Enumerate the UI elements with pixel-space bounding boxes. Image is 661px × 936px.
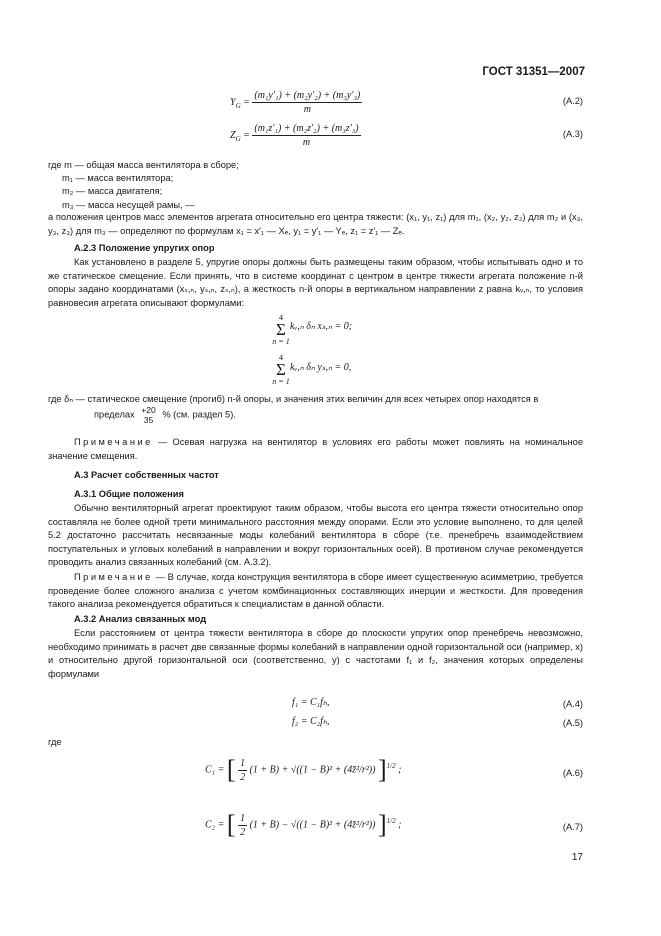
formula-a6-number: (A.6) <box>562 768 583 778</box>
range-bottom: 35 <box>143 415 154 425</box>
formula-a6-half-den: 2 <box>240 771 246 783</box>
formula-a6-lhs: C₁ = <box>205 764 225 776</box>
range-values <box>141 405 155 425</box>
formula-a6-bracket-close-icon: ] <box>377 755 387 784</box>
formula-a3-lhs-sub: G <box>235 134 241 143</box>
note-2 <box>48 571 583 612</box>
sum1-sigma-icon: Σ <box>276 320 286 339</box>
section-a32-paragraph: Если расстоянием от центра тяжести вентилятора в сборе до плоскости упругих опор пренебречь невозможно, необходимо принимать в расчет две связанные формы колебаний в направлении одной горизонтальной оси (например, x) и относительно другой горизонтальной оси (соответственно, y) с частотами f₁ и f₂, значения которых определены формулами <box>48 628 583 679</box>
formula-a7: C₂ = [ $\frac{1}{2}$ (1 + B) − √((1 − B)² + (4z̄²/r²)) ]$^{1/2}$ ; <box>205 810 402 839</box>
formula-a2-denominator: m <box>303 104 311 115</box>
formula-a6-exp: 1/2 <box>386 761 396 770</box>
where-delta: где δₙ — статическое смещение (прогиб) n-й опоры, и значения этих величин для всех четырех опор находятся в <box>48 394 539 404</box>
formula-a3-denominator: m <box>302 137 311 148</box>
formula-a6-bracket-open-icon: [ <box>226 755 236 784</box>
formula-a3: $Z_G$ = $\frac{\text{(m₁z′₁) + (m₂z′₂) + (m₃z′₃)}}{m}$ <box>230 123 359 148</box>
where-m3: m₃ — масса несущей рамы, — <box>62 199 195 210</box>
document-header: ГОСТ 31351—2007 <box>482 66 585 78</box>
note-2-text: — В случае, когда конструкция вентилятора в сборе имеет существенную асимметрию, требуется проведение более сложного анализа с учетом комбинационных составляющих инерции и жесткости. Для проведения такого анализа рекомендуется обратиться к специалистам в данной области. <box>48 572 583 610</box>
range-suffix: % (см. раздел 5). <box>162 409 236 420</box>
sum1-body: kᵥ,ₙ δₙ xₛ,ₙ = 0; <box>290 321 353 332</box>
formula-a2-fraction <box>252 90 362 115</box>
section-a23-paragraph: Как установлено в разделе 5, упругие опоры должны быть размещены таким образом, чтобы испытывать одно и то же статическое смещение. Если принять, что в системе координат с центром в центре тяжести агрегата положение n-й опоры задано координатами (xₛ,ₙ, yₛ,ₙ, zₛ,ₙ), а жесткость n-й опоры в вертикальном направлении z равна kᵥ,ₙ, то условия равновесия агрегата описывают формулами: <box>48 257 583 308</box>
sum1-upper: 4 <box>279 313 283 322</box>
formula-a7-half <box>238 813 247 838</box>
formula-a4: f₁ = C₁fₕ, <box>292 697 330 708</box>
formula-a2-numerator: (m₁y′₁) + (m₂y′₂) + (m₃y′₃) <box>254 90 361 101</box>
where-tail: а положения центров масс элементов агрегата относительно его центра тяжести: (x₁, y₁, z₁) для m₁, (x₂, y₂, z₂) для m₂ и (x₃, y₃, z₃) для m₃ — определяют по формулам x₁ = x′₁ — Xₑ, y₁ = y′₁ — Yₑ, z₁ = z′₁ — Zₑ. <box>48 212 583 236</box>
section-a3-title: А.3 Расчет собственных частот <box>74 470 219 480</box>
formula-a7-number: (A.7) <box>562 822 583 832</box>
sum1-lower: n = 1 <box>272 337 290 346</box>
where-m1: m₁ — масса вентилятора; <box>62 173 174 184</box>
formula-a2: $Y_G$ = $\frac{\text{(m₁y′₁) + (m₂y′₂) + (m₃y′₃)}}{m}$ <box>230 90 361 115</box>
formula-a7-bracket-open-icon: [ <box>226 810 236 839</box>
formula-a5: f₂ = C₂fₕ, <box>292 716 330 727</box>
formula-a6: C₁ = [ $\frac{1}{2}$ (1 + B) + √((1 − B)² + (4z̄²/r²)) ]$^{1/2}$ ; <box>205 755 402 784</box>
sum2-sigma-icon: Σ <box>276 360 286 379</box>
section-a31-title: А.3.1 Общие положения <box>74 489 184 499</box>
formula-a6-half-num: 1 <box>240 757 246 769</box>
formula-a3-numerator: (m₁z′₁) + (m₂z′₂) + (m₃z′₃) <box>254 123 359 134</box>
note-1-text: — Осевая нагрузка на вентилятор в условиях его работы может повлиять на номинальное значение смещения. <box>48 437 583 461</box>
formula-a5-number: (A.5) <box>562 718 583 728</box>
note-2-label: Примечание <box>74 572 153 582</box>
formula-a7-body: (1 + B) − √((1 − B)² + (4z̄²/r²)) <box>249 819 376 831</box>
formula-a3-fraction <box>252 123 360 148</box>
where-list <box>48 159 239 212</box>
section-a31-paragraph: Обычно вентиляторный агрегат проектируют таким образом, чтобы высота его центра тяжести относительно опор составляла не более одной трети минимального расстояния между опорами. Если это условие выполнено, то для целей 5.2 достаточно рассчитать несвязанные моды колебаний вентилятора в сборе (т.е. пренебречь взаимодействием поступательных и угловых колебаний в направлении и вокруг горизонтальных осей). В противном случае рекомендуется проводить анализ связанных колебаний (см. А.3.2). <box>48 503 583 568</box>
formula-a7-lhs: C₂ = <box>205 819 225 831</box>
formula-a2-lhs: Y <box>230 96 236 108</box>
where-m2: m₂ — масса двигателя; <box>62 186 163 197</box>
formula-a3-number: (A.3) <box>562 129 583 139</box>
where-intro: где m — общая масса вентилятора в сборе; <box>48 160 239 170</box>
gde-label: где <box>48 737 62 747</box>
formula-a7-bracket-close-icon: ] <box>377 810 387 839</box>
note-1 <box>48 436 583 463</box>
formula-a4-number: (A.4) <box>562 699 583 709</box>
section-a32-title: А.3.2 Анализ связанных мод <box>74 614 207 624</box>
range-line <box>94 405 236 425</box>
formula-a2-number: (A.2) <box>562 96 583 106</box>
range-top: +20 <box>141 405 156 415</box>
sum2-body: kᵥ,ₙ δₙ yₛ,ₙ = 0, <box>290 362 352 373</box>
range-prefix: пределах <box>94 409 135 420</box>
formula-a7-half-den: 2 <box>240 826 246 838</box>
sum2-upper: 4 <box>279 353 283 362</box>
formula-a7-half-num: 1 <box>240 812 246 824</box>
formula-a6-half <box>238 758 247 783</box>
formula-a6-body: (1 + B) + √((1 − B)² + (4z̄²/r²)) <box>249 764 376 776</box>
sum2-lower: n = 1 <box>272 377 290 386</box>
formula-a2-lhs-sub: G <box>235 101 241 110</box>
formula-a3-lhs: Z <box>230 129 236 141</box>
note-1-label: Примечание <box>74 437 153 447</box>
page-number: 17 <box>571 852 583 863</box>
formula-a7-exp: 1/2 <box>386 816 396 825</box>
section-a23-title: А.2.3 Положение упругих опор <box>74 243 215 253</box>
